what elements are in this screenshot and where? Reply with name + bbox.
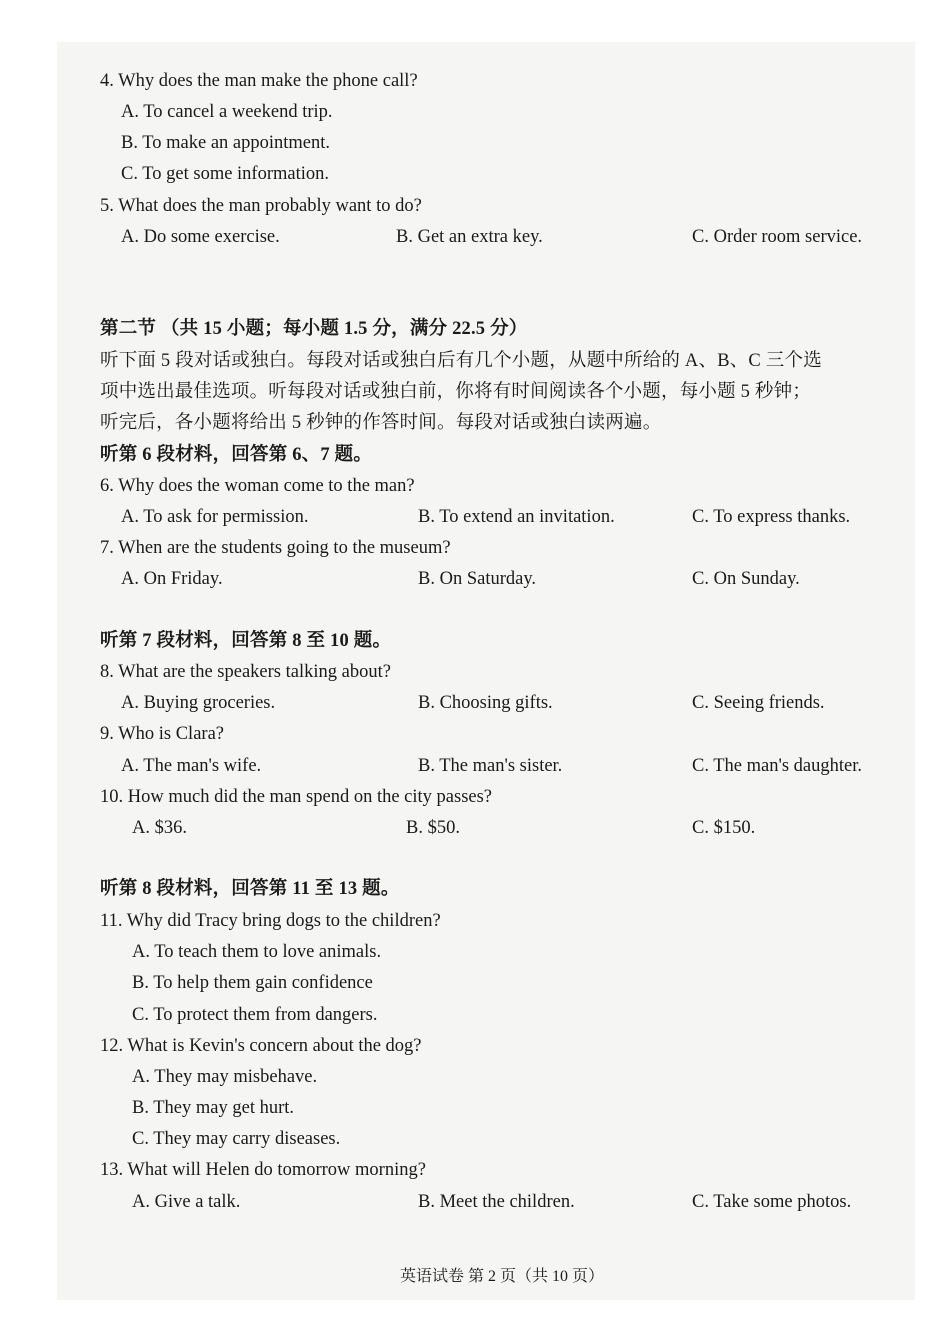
q12-option-b: B. They may get hurt.	[132, 1098, 295, 1118]
q13-option-b: B. Meet the children.	[418, 1192, 575, 1212]
question-5: 5. What does the man probably want to do?	[100, 196, 422, 216]
q8-option-a: A. Buying groceries.	[121, 693, 276, 713]
question-10: 10. How much did the man spend on the city passes?	[100, 787, 493, 807]
q11-option-c: C. To protect them from dangers.	[132, 1005, 378, 1025]
page-footer: 英语试卷 第 2 页（共 10 页）	[400, 1268, 605, 1285]
question-12: 12. What is Kevin's concern about the dog?	[100, 1036, 422, 1056]
q9-option-a: A. The man's wife.	[121, 756, 262, 776]
q12-option-c: C. They may carry diseases.	[132, 1129, 341, 1149]
question-13: 13. What will Helen do tomorrow morning?	[100, 1160, 426, 1180]
q7-option-c: C. On Sunday.	[692, 569, 800, 589]
q9-option-b: B. The man's sister.	[418, 756, 563, 776]
q4-option-a: A. To cancel a weekend trip.	[121, 102, 333, 122]
q13-option-c: C. Take some photos.	[692, 1192, 852, 1212]
question-9: 9. Who is Clara?	[100, 724, 224, 744]
group8-heading: 听第 8 段材料，回答第 11 至 13 题。	[100, 879, 400, 899]
q4-option-b: B. To make an appointment.	[121, 133, 331, 153]
q10-option-c: C. $150.	[692, 818, 756, 838]
q9-option-c: C. The man's daughter.	[692, 756, 862, 776]
q11-option-a: A. To teach them to love animals.	[132, 942, 382, 962]
group6-heading: 听第 6 段材料，回答第 6、7 题。	[100, 445, 373, 465]
section2-instructions-line1: 听下面 5 段对话或独白。每段对话或独白后有几个小题，从题中所给的 A、B、C 三个选	[100, 351, 822, 371]
section2-heading: 第二节 （共 15 小题；每小题 1.5 分，满分 22.5 分）	[100, 319, 528, 339]
section2-instructions-line3: 听完后，各小题将给出 5 秒钟的作答时间。每段对话或独白读两遍。	[100, 413, 662, 433]
question-6: 6. Why does the woman come to the man?	[100, 476, 415, 496]
q12-option-a: A. They may misbehave.	[132, 1067, 318, 1087]
group7-heading: 听第 7 段材料，回答第 8 至 10 题。	[100, 631, 392, 651]
q6-option-a: A. To ask for permission.	[121, 507, 309, 527]
question-11: 11. Why did Tracy bring dogs to the children?	[100, 911, 441, 931]
q6-option-c: C. To express thanks.	[692, 507, 851, 527]
question-7: 7. When are the students going to the museum?	[100, 538, 451, 558]
q10-option-b: B. $50.	[406, 818, 460, 838]
q5-option-c: C. Order room service.	[692, 227, 863, 247]
question-8: 8. What are the speakers talking about?	[100, 662, 391, 682]
question-4: 4. Why does the man make the phone call?	[100, 71, 418, 91]
q10-option-a: A. $36.	[132, 818, 187, 838]
q8-option-b: B. Choosing gifts.	[418, 693, 553, 713]
q6-option-b: B. To extend an invitation.	[418, 507, 615, 527]
q11-option-b: B. To help them gain confidence	[132, 973, 373, 993]
section2-instructions-line2: 项中选出最佳选项。听每段对话或独白前，你将有时间阅读各个小题，每小题 5 秒钟；	[100, 382, 812, 402]
q8-option-c: C. Seeing friends.	[692, 693, 825, 713]
q4-option-c: C. To get some information.	[121, 164, 330, 184]
q13-option-a: A. Give a talk.	[132, 1192, 241, 1212]
q7-option-a: A. On Friday.	[121, 569, 223, 589]
q5-option-a: A. Do some exercise.	[121, 227, 280, 247]
q7-option-b: B. On Saturday.	[418, 569, 537, 589]
q5-option-b: B. Get an extra key.	[396, 227, 543, 247]
